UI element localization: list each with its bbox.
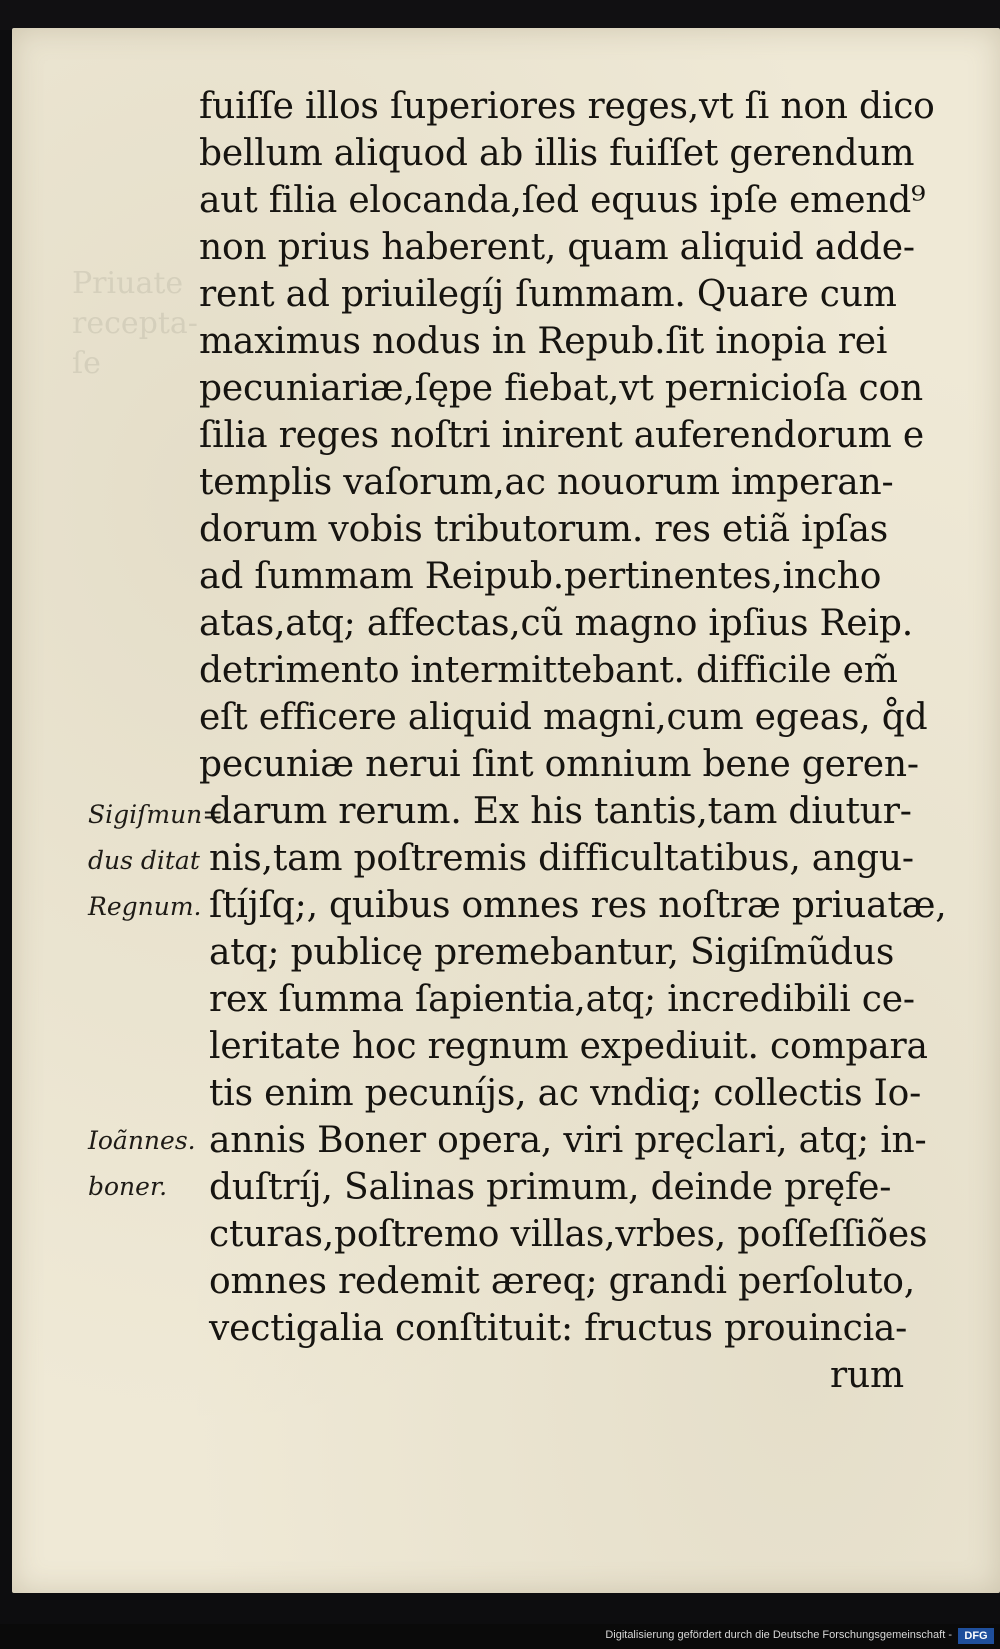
text-line: detrimento intermittebant. difficile em̃ [199, 650, 898, 691]
scan-top-edge [0, 0, 1000, 30]
text-line: atas,atq; affectas,cũ magno ipſius Reip. [199, 603, 913, 644]
main-text-block [12, 28, 1000, 1593]
marginal-note-line: dus ditat [88, 846, 200, 875]
book-page [12, 28, 1000, 1593]
text-line: eſt efficere aliquid magni,cum egeas, q̊d [199, 697, 928, 738]
text-line: ſtíjſq;, quibus omnes res noſtræ priuatæ, [209, 885, 947, 926]
text-line: rent ad priuilegíj ſummam. Quare cum [199, 274, 897, 315]
text-line: atq; publicę premebantur, Sigiſmũdus [209, 932, 895, 973]
text-line: annis Boner opera, viri pręclari, atq; in- [209, 1120, 927, 1161]
funding-credit: Digitalisierung gefördert durch die Deutsche Forschungsgemeinschaft - [605, 1629, 952, 1641]
text-line: maximus nodus in Repub.ſit inopia rei [199, 321, 888, 362]
marginal-note-line: Sigiſmun= [88, 800, 224, 829]
text-line: non prius haberent, quam aliquid adde- [199, 227, 915, 268]
text-line: fuiſſe illos ſuperiores reges,vt ſi non dico [199, 86, 935, 127]
marginal-note-line: boner. [88, 1172, 168, 1201]
text-line: bellum aliquod ab illis fuiſſet gerendum [199, 133, 915, 174]
text-line: darum rerum. Ex his tantis,tam diutur- [209, 791, 912, 832]
text-line: omnes redemit æreq; grandi perſoluto, [209, 1261, 915, 1302]
text-line: duſtríj, Salinas primum, deinde pręfe- [209, 1167, 892, 1208]
digitization-footer [0, 1624, 1000, 1649]
catchword: rum [830, 1355, 904, 1396]
text-line: rex ſumma ſapientia,atq; incredibili ce- [209, 979, 915, 1020]
text-line: tis enim pecuníjs, ac vndiq; collectis Io- [209, 1073, 922, 1114]
text-line: nis,tam poſtremis difficultatibus, angu- [209, 838, 914, 879]
text-line: aut filia elocanda,ſed equus ipſe emend⁹ [199, 180, 926, 221]
text-line: vectigalia conſtituit: fructus prouincia- [209, 1308, 908, 1349]
text-line: pecuniæ nerui ſint omnium bene geren- [199, 744, 919, 785]
text-line: ad ſummam Reipub.pertinentes,incho [199, 556, 882, 597]
marginal-note-line: Ioãnnes. [88, 1126, 196, 1155]
show-through-line: Priuate [72, 266, 184, 301]
text-line: pecuniariæ,ſępe fiebat,vt pernicioſa con [199, 368, 923, 409]
text-line: cturas,poſtremo villas,vrbes, poſſeſſiões [209, 1214, 928, 1255]
marginal-note-line: Regnum. [88, 892, 202, 921]
show-through-line: ſe [72, 346, 101, 381]
dfg-logo: DFG [958, 1628, 994, 1644]
text-line: dorum vobis tributorum. res etiã ipſas [199, 509, 889, 550]
show-through-line: recepta- [72, 306, 198, 341]
text-line: templis vaſorum,ac nouorum imperan- [199, 462, 894, 503]
text-line: leritate hoc regnum expediuit. compara [209, 1026, 928, 1067]
text-line: ſilia reges noſtri inirent auferendorum e [199, 415, 924, 456]
